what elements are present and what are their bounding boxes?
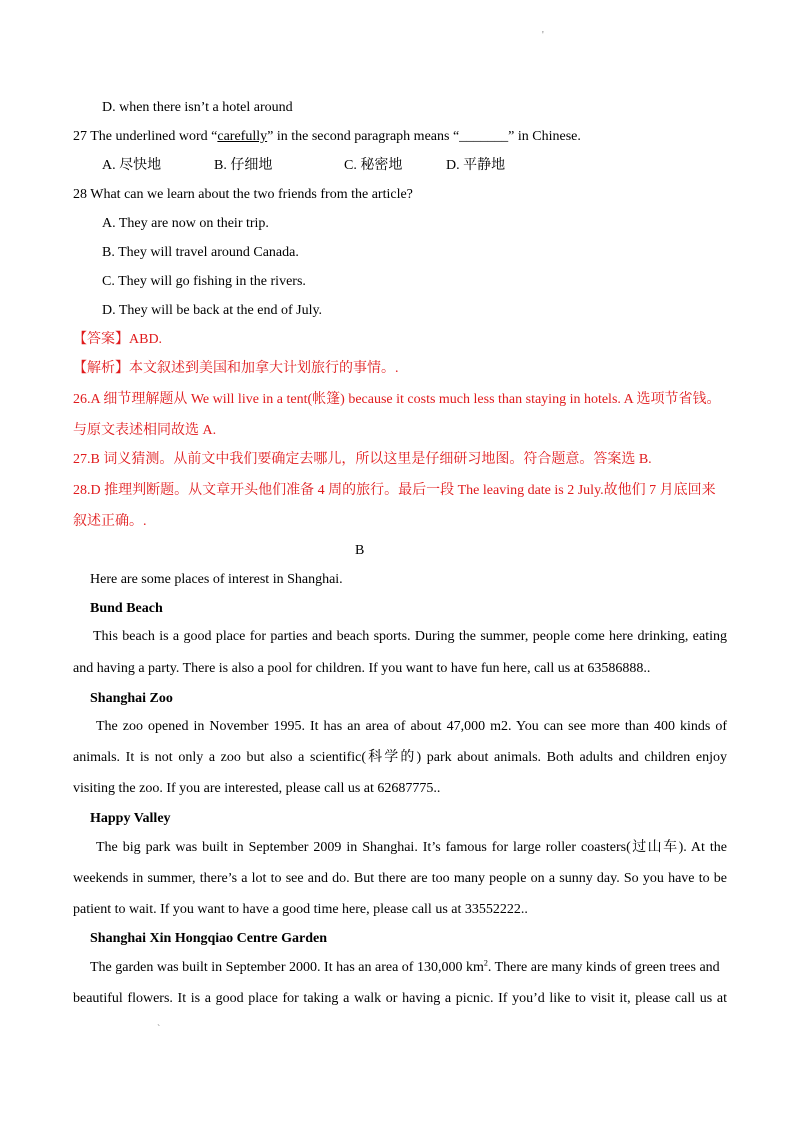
q28-option-c: C. They will go fishing in the rivers. (102, 274, 306, 289)
zoo-text-line1: The zoo opened in November 1995. It has an area of about 47,000 m2. You can see more than 400 kinds of (96, 719, 727, 734)
garden-text-line2: beautiful flowers. It is a good place for taking a walk or having a picnic. If you’d like to visit it, please call us at (73, 991, 727, 1006)
bund-beach-text-line1: This beach is a good place for parties and beach sports. During the summer, people come here drinking, eating (93, 629, 727, 644)
superscript-2: 2 (483, 958, 488, 968)
answer-label: 【答案】ABD. (73, 332, 163, 347)
page-mark-bottom: ` (157, 1024, 161, 1035)
garden-text-line1-tail: . There are many kinds of green trees and (487, 960, 720, 975)
place-title-centre-garden: Shanghai Xin Hongqiao Centre Garden (90, 931, 328, 946)
happy-valley-text-line2: weekends in summer, there’s a lot to see and do. But there are too many people on a sunny day. So you have to be (73, 871, 727, 886)
place-title-happy-valley: Happy Valley (90, 811, 171, 826)
q28-option-a: A. They are now on their trip. (102, 216, 269, 231)
answer-28-line1: 28.D 推理判断题。从文章开头他们准备 4 周的旅行。最后一段 The leaving date is 2 July.故他们 7 月底回来 (73, 483, 716, 498)
bund-beach-text-line2: and having a party. There is also a pool for children. If you want to have fun here, call us at 63586888.. (73, 661, 651, 676)
section-b-heading: B (355, 543, 365, 558)
answer-27: 27.B 词义猜测。从前文中我们要确定去哪儿，所以这里是仔细研习地图。符合题意。答案选 B. (73, 452, 652, 467)
analysis-label: 【解析】本文叙述到美国和加拿大计划旅行的事情。. (73, 361, 399, 376)
place-title-shanghai-zoo: Shanghai Zoo (90, 691, 173, 706)
q27-stem-pre: 27 The underlined word “ (73, 129, 218, 144)
answer-26-line1: 26.A 细节理解题从 We will live in a tent(帐篷) because it costs much less than staying in hotels. A 选项节省钱。 (73, 392, 721, 407)
place-title-bund-beach: Bund Beach (90, 601, 163, 616)
q27-option-c: C. 秘密地 (344, 158, 403, 173)
q27-option-b: B. 仔细地 (214, 158, 273, 173)
garden-text-line1-main: The garden was built in September 2000. It has an area of 130,000 km (90, 960, 484, 975)
zoo-text-line3: visiting the zoo. If you are interested, please call us at 62687775.. (73, 781, 441, 796)
answer-28-line2: 叙述正确。. (73, 514, 147, 529)
page-mark-top: ' (542, 30, 544, 41)
happy-valley-text-line3: patient to wait. If you want to have a good time here, please call us at 33552222.. (73, 902, 528, 917)
q27-option-a: A. 尽快地 (102, 158, 162, 173)
zoo-text-line2: animals. It is not only a zoo but also a scientific(科学的) park about animals. Both adults and children enjoy (73, 750, 727, 765)
q28-option-b: B. They will travel around Canada. (102, 245, 299, 260)
q28-stem: 28 What can we learn about the two friends from the article? (73, 187, 413, 202)
q27-stem (73, 128, 581, 146)
garden-text-line1 (90, 959, 720, 977)
q27-option-d: D. 平静地 (446, 158, 506, 173)
q28-option-d: D. They will be back at the end of July. (102, 303, 323, 318)
q27-stem-post: ” in the second paragraph means “_______” in Chinese. (267, 129, 581, 144)
q27-underlined-word: carefully (217, 129, 268, 144)
section-b-intro: Here are some places of interest in Shanghai. (90, 572, 343, 587)
q26-option-d: D. when there isn’t a hotel around (102, 100, 293, 115)
answer-26-line2: 与原文表述相同故选 A. (73, 423, 217, 438)
happy-valley-text-line1: The big park was built in September 2009 in Shanghai. It’s famous for large roller coasters(过山车). At the (96, 840, 727, 855)
